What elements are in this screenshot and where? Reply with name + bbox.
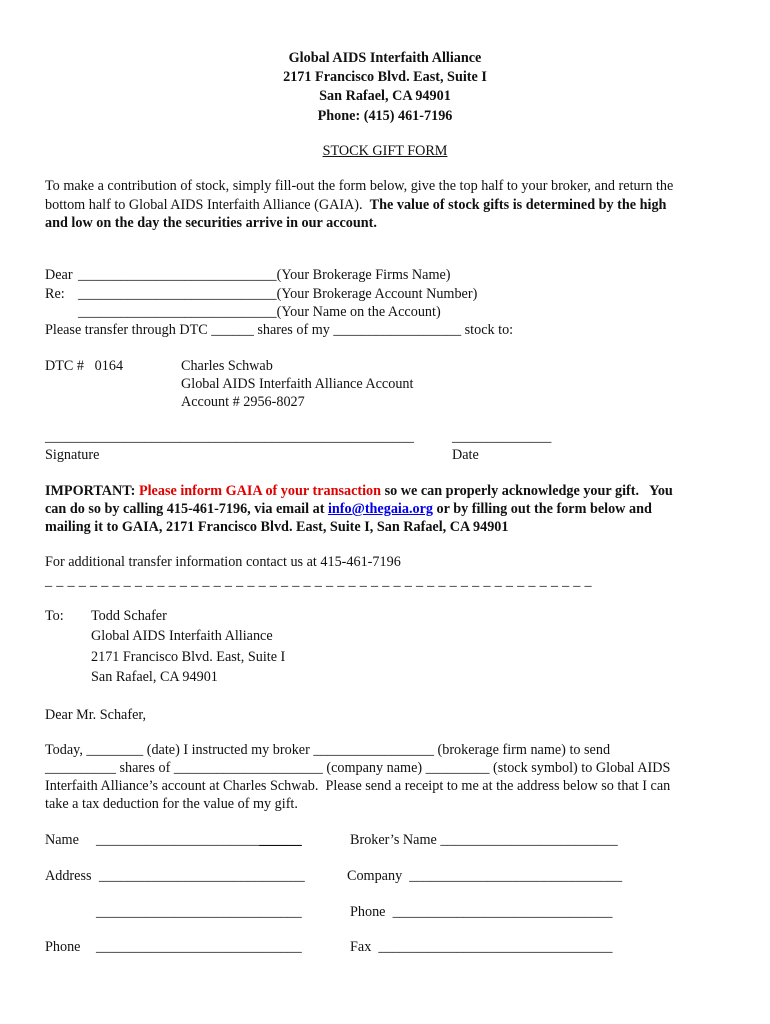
intro-value-note: The value of stock gifts is determined by the high: [369, 197, 667, 213]
recipient-address: 2171 Francisco Blvd. East, Suite I: [91, 649, 286, 665]
cut-line: _ _ _ _ _ _ _ _ _ _ _ _ _ _ _ _ _ _ _ _ _ _ _ _ _ _ _ _ _ _ _ _ _ _ _ _ _ _ _ _ _ _ _ _ _ _ _ _ _: [45, 573, 592, 589]
intro-line-2-text: bottom half to Global AIDS Interfaith Alliance (GAIA).: [45, 197, 370, 213]
address-label: Address: [45, 868, 92, 884]
address-blank[interactable]: _______________________: [99, 868, 263, 884]
form-title: STOCK GIFT FORM: [322, 143, 448, 159]
dtc-number: DTC # 0164: [45, 358, 124, 374]
body-line-1[interactable]: Today, ________ (date) I instructed my broker _________________ (brokerage firm name) to send: [45, 742, 611, 758]
name-blank[interactable]: _______________________: [96, 832, 260, 848]
intro-line-1: To make a contribution of stock, simply fill-out the form below, give the top half to your broker, and return the: [45, 178, 674, 194]
contact-line: For additional transfer information contact us at 415-461-7196: [45, 554, 401, 570]
company-field[interactable]: [347, 867, 622, 885]
important-text-1: so we can properly acknowledge your gift. You: [381, 483, 673, 499]
body-line-2[interactable]: __________ shares of _____________________ (company name) _________ (stock symbol) to Global AIDS: [45, 760, 671, 776]
org-city: San Rafael, CA 94901: [319, 88, 451, 104]
broker-phone-blank-tail[interactable]: ____: [584, 904, 613, 920]
account-name-blank[interactable]: ____________________________: [78, 304, 277, 320]
brokerage-firm-field[interactable]: [78, 266, 451, 284]
date-line[interactable]: ______________: [452, 429, 552, 445]
fax-field[interactable]: [350, 938, 612, 956]
account-name-field[interactable]: [78, 303, 441, 321]
important-label: IMPORTANT:: [45, 483, 139, 499]
address-blank-tail[interactable]: ______: [262, 868, 305, 884]
broker-phone-label: Phone: [350, 904, 386, 920]
to-label: To:: [45, 608, 64, 624]
signature-line[interactable]: ____________________________________________________: [45, 429, 414, 445]
body-line-3: Interfaith Alliance’s account at Charles Schwab. Please send a receipt to me at the address below so that I can: [45, 778, 671, 794]
phone-field[interactable]: [96, 938, 302, 956]
name-blank-tail[interactable]: ______: [259, 832, 302, 848]
body-line-4: take a tax deduction for the value of my gift.: [45, 796, 298, 812]
org-name: Global AIDS Interfaith Alliance: [288, 50, 482, 66]
transfer-instruction[interactable]: Please transfer through DTC ______ shares of my __________________ stock to:: [45, 322, 514, 338]
dtc-account-name: Global AIDS Interfaith Alliance Account: [181, 376, 414, 392]
broker-phone-field[interactable]: [350, 903, 612, 921]
brokerage-firm-hint: (Your Brokerage Firms Name): [276, 267, 451, 283]
re-label: Re:: [45, 286, 65, 302]
important-line-3: mailing it to GAIA, 2171 Francisco Blvd. East, Suite I, San Rafael, CA 94901: [45, 519, 509, 535]
address-blank-2[interactable]: _______________________: [96, 904, 260, 920]
name-field[interactable]: [96, 831, 302, 849]
salutation: Dear Mr. Schafer,: [45, 707, 147, 723]
dtc-account-number: Account # 2956-8027: [181, 394, 305, 410]
account-number-blank[interactable]: ____________________________: [78, 286, 277, 302]
important-text-2b: or by filling out the form below and: [432, 501, 652, 517]
address-field-2[interactable]: [96, 903, 302, 921]
address-field[interactable]: [99, 867, 305, 885]
broker-phone-blank[interactable]: ___________________________: [392, 904, 585, 920]
name-label: Name: [45, 832, 79, 848]
date-label: Date: [452, 447, 479, 463]
fax-label: Fax: [350, 939, 372, 955]
account-number-field[interactable]: [78, 285, 477, 303]
intro-line-2: [45, 196, 666, 214]
company-blank-tail[interactable]: ____: [593, 868, 623, 884]
brokers-name-blank[interactable]: _____________________: [440, 832, 590, 848]
brokers-name-blank-tail[interactable]: ____: [589, 832, 618, 848]
fax-blank[interactable]: _____________________________: [378, 939, 585, 955]
brokers-name-field[interactable]: [350, 831, 618, 849]
email-link[interactable]: info@thegaia.org: [327, 501, 433, 517]
account-name-hint: (Your Name on the Account): [276, 304, 441, 320]
dtc-broker: Charles Schwab: [181, 358, 273, 374]
address-blank-2-tail[interactable]: ______: [259, 904, 302, 920]
fax-blank-tail[interactable]: ____: [584, 939, 613, 955]
org-address: 2171 Francisco Blvd. East, Suite I: [283, 69, 487, 85]
phone-blank[interactable]: _______________________: [96, 939, 260, 955]
company-label: Company: [347, 868, 403, 884]
company-blank[interactable]: __________________________: [409, 868, 594, 884]
intro-line-3: and low on the day the securities arrive in our account.: [45, 215, 377, 231]
phone-blank-tail[interactable]: ______: [259, 939, 302, 955]
account-number-hint: (Your Brokerage Account Number): [276, 286, 478, 302]
brokerage-firm-blank[interactable]: ____________________________: [78, 267, 277, 283]
important-line-2: [45, 500, 652, 518]
phone-label: Phone: [45, 939, 81, 955]
recipient-org: Global AIDS Interfaith Alliance: [91, 628, 273, 644]
recipient-name: Todd Schafer: [91, 608, 167, 624]
dear-label: Dear: [45, 267, 73, 283]
important-red-text: Please inform GAIA of your transaction: [138, 483, 382, 499]
org-phone: Phone: (415) 461-7196: [317, 108, 453, 124]
important-text-2a: can do so by calling 415-461-7196, via email at: [45, 501, 328, 517]
signature-label: Signature: [45, 447, 100, 463]
brokers-name-label: Broker’s Name: [350, 832, 437, 848]
recipient-city: San Rafael, CA 94901: [91, 669, 218, 685]
important-line-1: [45, 482, 673, 500]
